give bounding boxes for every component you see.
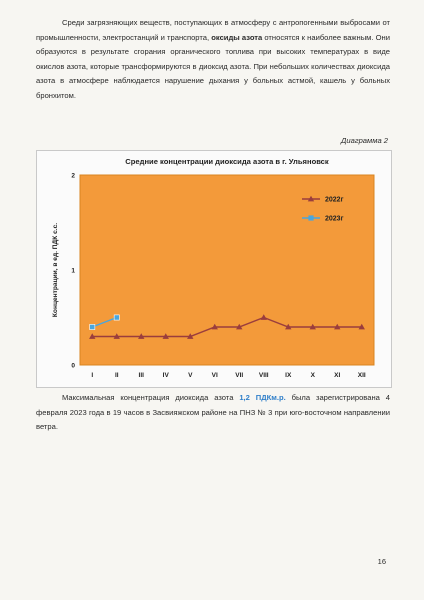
intro-text-start: Среди загрязняющих веществ, поступающих в атмосферу с антропогенными выбросами от промышленности, электростанций и транспорта, xyxy=(36,18,390,42)
intro-paragraph xyxy=(36,16,390,103)
legend-label: 2023г xyxy=(325,215,344,223)
max-text-end: была зарегистрирована 4 февраля 2023 года в 19 часов в Засвияжском районе на ПНЗ № 3 при юго-восточном направлении ветра. xyxy=(36,393,391,431)
y-axis-label: Концентрации, в ед. ПДК с.с. xyxy=(52,222,59,318)
data-point xyxy=(90,324,95,329)
chart-title: Средние концентрации диоксида азота в г. Ульяновск xyxy=(125,157,329,166)
legend-marker xyxy=(308,215,313,220)
legend-label: 2022г xyxy=(325,196,344,204)
no2-line-chart xyxy=(37,151,391,387)
x-tick-label: IV xyxy=(162,372,169,379)
x-tick-label: V xyxy=(188,372,193,379)
x-tick-label: XII xyxy=(357,372,366,379)
x-tick-label: II xyxy=(114,372,119,379)
x-tick-label: X xyxy=(310,372,315,379)
max-concentration-paragraph xyxy=(36,391,390,435)
x-tick-label: VII xyxy=(235,372,244,379)
intro-bold-term: оксиды азота xyxy=(211,32,263,42)
chart-container xyxy=(36,150,392,388)
x-tick-label: IX xyxy=(285,372,292,379)
x-tick-label: VI xyxy=(211,372,218,379)
intro-text-end: относятся к наиболее важным. Они образуются в результате сгорания органического топлива при высоких температурах в виде окислов азота, которые трансформируются в диоксид азота. При небольших количествах диоксида азота в атмосфере наблюдается нарушение дыхания у больных астмой, кашель у больных бронхитом. xyxy=(36,32,390,100)
data-point xyxy=(114,315,119,320)
max-value-highlight: 1,2 ПДКм.р. xyxy=(239,393,286,402)
x-tick-label: III xyxy=(138,372,144,379)
page-number: 16 xyxy=(377,557,386,566)
max-text-start: Максимальная концентрация диоксида азота xyxy=(62,393,240,402)
y-tick-label: 2 xyxy=(71,172,75,180)
x-tick-label: I xyxy=(91,372,94,379)
x-tick-label: VIII xyxy=(258,372,269,379)
x-tick-label: XI xyxy=(334,372,341,379)
y-tick-label: 1 xyxy=(71,267,75,275)
diagram-caption: Диаграмма 2 xyxy=(341,136,388,145)
y-tick-label: 0 xyxy=(71,362,75,370)
